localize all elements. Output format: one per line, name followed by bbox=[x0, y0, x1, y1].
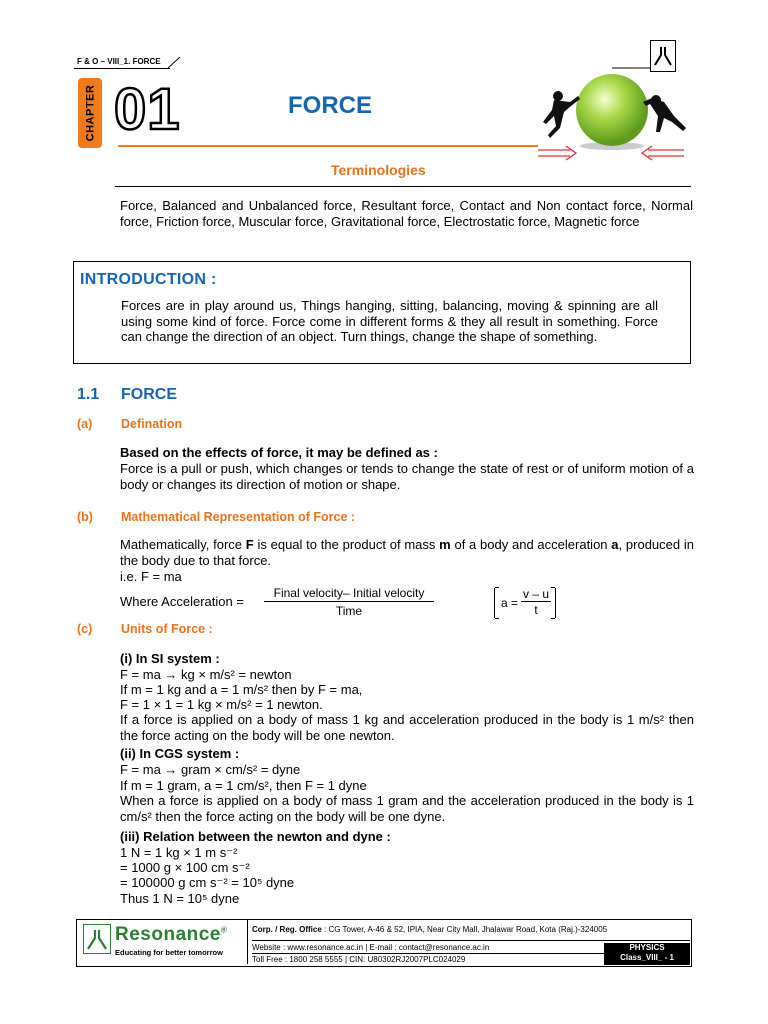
title-underline bbox=[118, 145, 538, 147]
si-line: If m = 1 kg and a = 1 m/s² then by F = ma, bbox=[120, 682, 363, 697]
header-underline bbox=[74, 68, 170, 69]
cgs-line: F = ma → gram × cm/s² = dyne bbox=[120, 762, 301, 777]
introduction-text: Forces are in play around us, Things hanging, sitting, balancing, moving & spinning are all using some kind of force. Force come in different forms & they all result in something. Force can change the direction of an object. Turn things, change the shape of something. bbox=[121, 298, 658, 344]
sub-c-title: Units of Force : bbox=[121, 622, 213, 636]
section-number: 1.1 bbox=[77, 386, 100, 403]
si-paragraph: If a force is applied on a body of mass 1 kg and acceleration produced in the body is 1 m/s² then the force acting on the body will be one newton. bbox=[120, 712, 694, 743]
resonance-footer-icon bbox=[83, 924, 111, 954]
math-representation-text: Mathematically, force F is equal to the product of mass m of a body and acceleration a, produced in the body due to that force. bbox=[120, 537, 694, 568]
footer-office: Corp. / Reg. Office : CG Tower, A-46 & 52, IPIA, Near City Mall, Jhalawar Road, Kota (Raj.)-324005 bbox=[252, 925, 608, 934]
fraction-numerator: Final velocity– Initial velocity bbox=[264, 586, 434, 602]
page-title: FORCE bbox=[288, 92, 372, 119]
page-number: Class_VIII_ - 1 bbox=[620, 953, 674, 962]
footer-row-divider bbox=[252, 953, 604, 954]
header-slant bbox=[168, 57, 182, 69]
a-numerator: v – u bbox=[522, 587, 549, 601]
relation-line: 1 N = 1 kg × 1 m s⁻² bbox=[120, 845, 238, 860]
subject-badge bbox=[604, 943, 690, 965]
acceleration-bracket bbox=[494, 588, 556, 618]
chapter-tab: CHAPTER bbox=[78, 78, 102, 148]
si-line: F = ma → kg × m/s² = newton bbox=[120, 667, 292, 682]
footer-brand: Resonance® bbox=[115, 924, 228, 945]
cgs-heading: (ii) In CGS system : bbox=[120, 746, 240, 761]
subject-label: PHYSICS bbox=[629, 943, 665, 952]
introduction-heading: INTRODUCTION : bbox=[80, 271, 217, 288]
fraction-denominator: Time bbox=[335, 604, 363, 618]
ie-formula: i.e. F = ma bbox=[120, 569, 182, 584]
relation-line: = 1000 g × 100 cm s⁻² bbox=[120, 860, 250, 875]
where-acceleration: Where Acceleration = bbox=[120, 594, 244, 609]
cgs-line: If m = 1 gram, a = 1 cm/s², then F = 1 dyne bbox=[120, 778, 367, 793]
definition-text: Force is a pull or push, which changes or tends to change the state of rest or of uniform motion of a body or changes its direction of motion or shape. bbox=[120, 461, 694, 492]
footer-website: Website : www.resonance.ac.in | E-mail : contact@resonance.ac.in bbox=[252, 943, 490, 952]
sub-b-label: (b) bbox=[77, 510, 93, 524]
footer-row-divider bbox=[252, 940, 690, 941]
si-heading: (i) In SI system : bbox=[120, 651, 220, 666]
relation-line: Thus 1 N = 10⁵ dyne bbox=[120, 891, 240, 906]
si-line: F = 1 × 1 = 1 kg × m/s² = 1 newton. bbox=[120, 697, 323, 712]
relation-line: = 100000 g cm s⁻² = 10⁵ dyne bbox=[120, 875, 295, 890]
footer-tollfree: Toll Free : 1800 258 5555 | CIN: U80302RJ2007PLC024029 bbox=[252, 955, 466, 964]
cgs-paragraph: When a force is applied on a body of mass 1 gram and the acceleration produced in the body is 1 cm/s² then the force acting on the body will be one dyne. bbox=[120, 793, 694, 824]
chapter-number: 01 bbox=[114, 77, 181, 142]
header-code: F & O – VIII_1. FORCE bbox=[77, 57, 161, 66]
relation-heading: (iii) Relation between the newton and dyne : bbox=[120, 829, 391, 844]
footer-tagline: Educating for better tomorrow bbox=[115, 948, 223, 957]
sub-b-title: Mathematical Representation of Force : bbox=[121, 510, 356, 524]
sub-a-title: Defination bbox=[121, 417, 183, 431]
footer-logo bbox=[77, 920, 248, 964]
terminologies-heading: Terminologies bbox=[331, 162, 426, 178]
acceleration-fraction bbox=[264, 586, 434, 618]
a-denominator: t bbox=[534, 603, 538, 617]
section-title: FORCE bbox=[121, 386, 177, 403]
sub-a-label: (a) bbox=[77, 417, 93, 431]
a-equals: a = bbox=[501, 596, 519, 610]
force-illustration bbox=[536, 62, 696, 166]
sub-c-label: (c) bbox=[77, 622, 93, 636]
terminologies-text: Force, Balanced and Unbalanced force, Resultant force, Contact and Non contact force, Normal force, Friction force, Muscular force, Gravitational force, Electrostatic force, Magnetic force bbox=[120, 198, 693, 229]
section-divider bbox=[115, 186, 691, 187]
definition-bold-line: Based on the effects of force, it may be defined as : bbox=[120, 445, 438, 460]
